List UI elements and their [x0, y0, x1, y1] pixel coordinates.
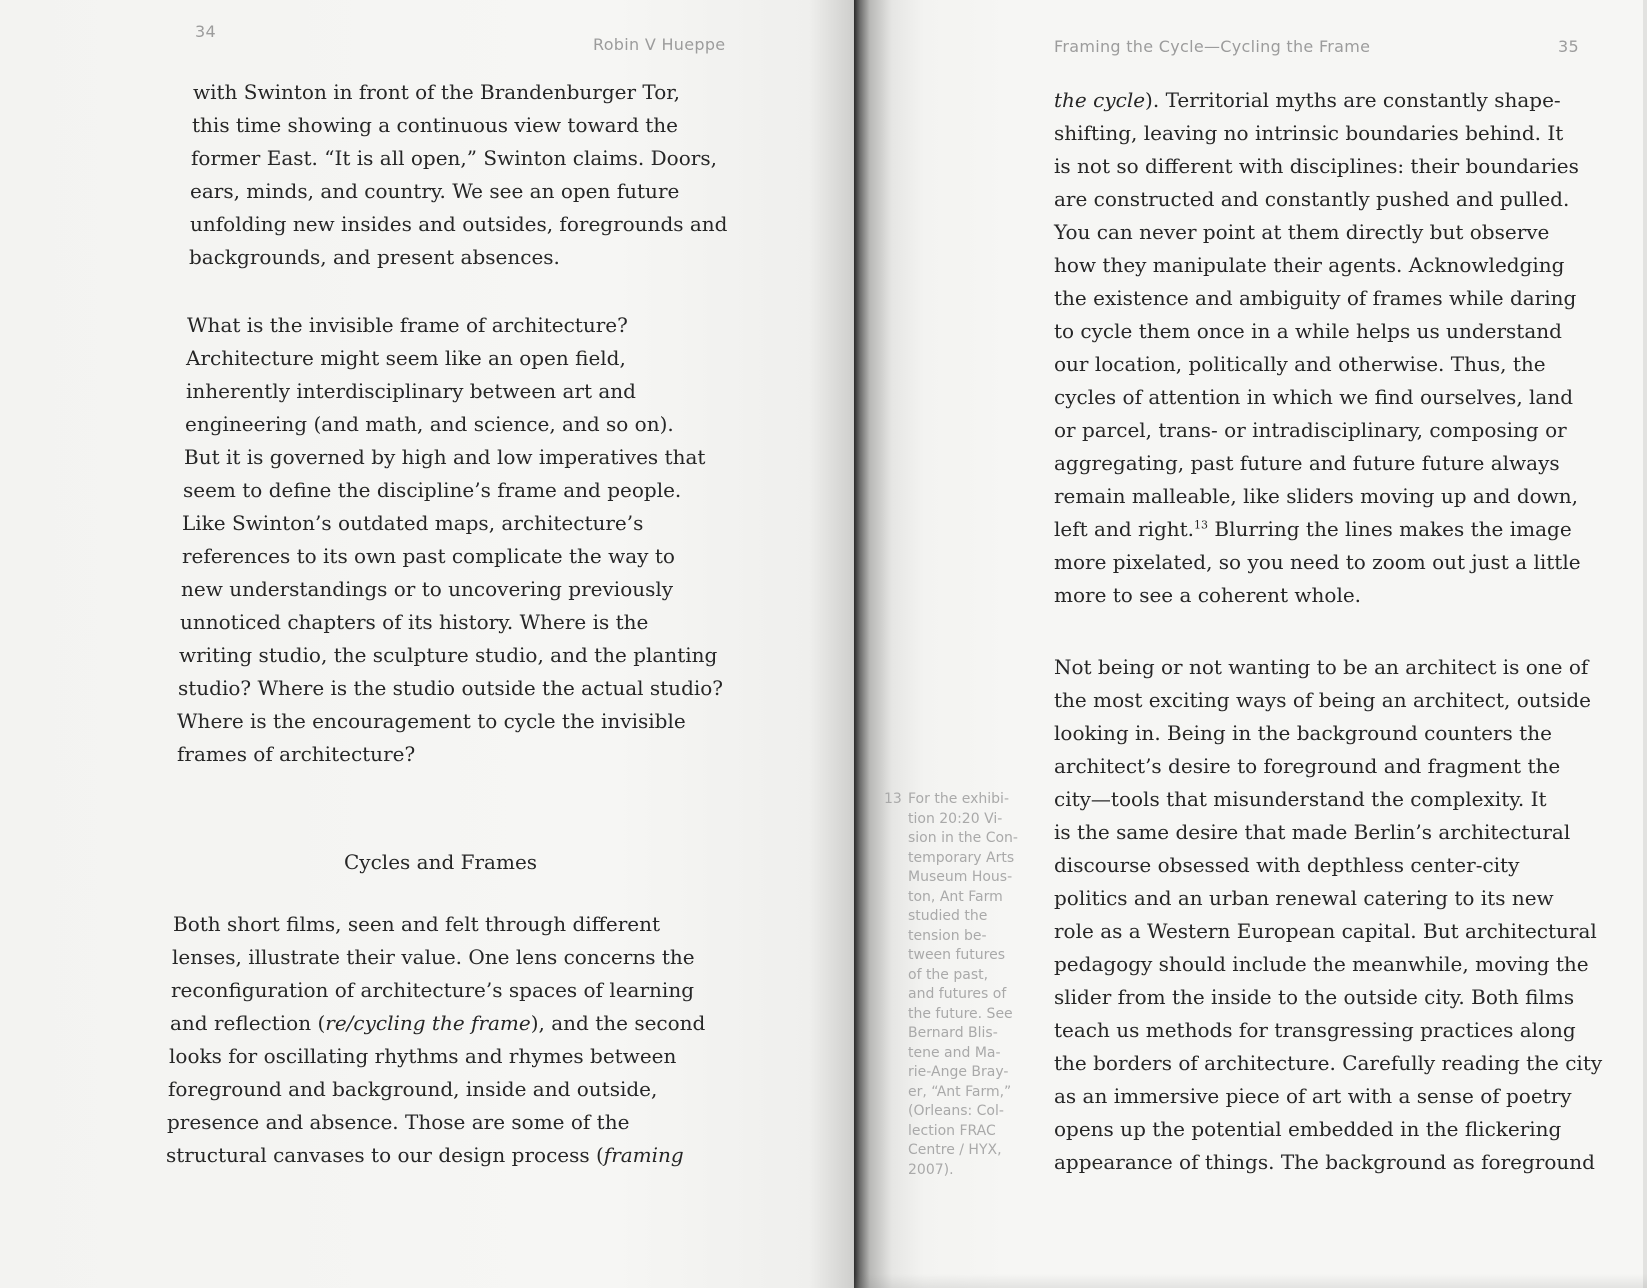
text-line: aggregating, past future and future future always — [1054, 451, 1560, 475]
text-line: former East. “It is all open,” Swinton claims. Doors, — [191, 146, 717, 170]
text-line: lenses, illustrate their value. One lens concerns the — [172, 945, 695, 969]
text-line: engineering (and math, and science, and so on). — [185, 412, 674, 436]
footnote-line: 2007). — [908, 1161, 954, 1178]
text-line: ears, minds, and country. We see an open future — [190, 179, 680, 203]
text-line: our location, politically and otherwise. Thus, the — [1054, 352, 1546, 376]
footnote-line: sion in the Con- — [908, 830, 1018, 846]
footnote-line: the future. See — [908, 1005, 1013, 1022]
footnote-line: tween futures — [908, 947, 1006, 963]
text-line: slider from the inside to the outside city. Both films — [1054, 985, 1575, 1009]
text-line: as an immersive piece of art with a sense of poetry — [1054, 1084, 1572, 1108]
text-line: Like Swinton’s outdated maps, architecture’s — [182, 511, 644, 535]
text-line: the most exciting ways of being an architect, outside — [1054, 688, 1592, 712]
footnote-reference: 13 — [1194, 518, 1209, 532]
footnote-line: tene and Ma- — [908, 1044, 1001, 1061]
text-line: backgrounds, and present absences. — [189, 245, 560, 269]
text-line — [1054, 517, 1572, 541]
text-line: writing studio, the sculpture studio, and the planting — [179, 643, 718, 667]
text-line: to cycle them once in a while helps us understand — [1054, 319, 1562, 343]
text-line: You can never point at them directly but observe — [1054, 220, 1550, 244]
text-line: references to its own past complicate the way to — [182, 544, 675, 568]
text-line: is the same desire that made Berlin’s architectural — [1054, 820, 1571, 844]
text-line: city—tools that misunderstand the complexity. It — [1054, 787, 1547, 811]
text-line: new understandings or to uncovering previously — [181, 577, 674, 601]
text-line: What is the invisible frame of architecture? — [187, 313, 628, 337]
footnote-line: and futures of — [908, 986, 1007, 1002]
text-line: looks for oscillating rhythms and rhymes between — [169, 1044, 677, 1068]
footnote-number: 13 — [884, 791, 902, 807]
page-shadow — [854, 1274, 1647, 1288]
footnote-line: rie-Ange Bray- — [908, 1064, 1009, 1080]
text-line: with Swinton in front of the Brandenburger Tor, — [193, 80, 680, 104]
footnote-text — [908, 790, 1018, 1180]
text-line: more to see a coherent whole. — [1054, 583, 1362, 607]
text-line: Not being or not wanting to be an architect is one of — [1054, 655, 1589, 679]
text-line: frames of architecture? — [177, 742, 416, 766]
text-line: role as a Western European capital. But architectural — [1054, 919, 1597, 943]
text-line: presence and absence. Those are some of the — [167, 1110, 630, 1134]
footnote-line: Centre / HYX, — [908, 1142, 1002, 1158]
text-line: is not so different with disciplines: their boundaries — [1054, 154, 1579, 178]
running-head-left: Robin V Hueppe — [593, 35, 726, 54]
text-line: cycles of attention in which we find ourselves, land — [1054, 385, 1574, 409]
text-line: remain malleable, like sliders moving up and down, — [1054, 484, 1579, 508]
text-line: pedagogy should include the meanwhile, moving the — [1054, 952, 1589, 976]
footnote-line: (Orleans: Col- — [908, 1103, 1004, 1119]
text-line: the borders of architecture. Carefully reading the city — [1054, 1051, 1603, 1075]
text-line — [170, 1011, 705, 1035]
text-line: foreground and background, inside and outside, — [168, 1077, 658, 1101]
footnote-line: Bernard Blis- — [908, 1025, 998, 1041]
footnote-line: temporary Arts — [908, 849, 1015, 866]
text-line: opens up the potential embedded in the flickering — [1054, 1117, 1562, 1141]
text-line: unfolding new insides and outsides, foregrounds and — [190, 212, 728, 236]
footnote-line: Museum Hous- — [908, 869, 1013, 885]
text-line: But it is governed by high and low imperatives that — [184, 445, 706, 469]
text-line — [166, 1143, 684, 1167]
text-line: this time showing a continuous view toward the — [192, 113, 679, 137]
text-line: appearance of things. The background as foreground — [1054, 1150, 1595, 1174]
text-line: how they manipulate their agents. Acknowledging — [1054, 253, 1565, 277]
text-line: Both short films, seen and felt through different — [173, 912, 661, 936]
footnote-line: tension be- — [908, 927, 987, 944]
text-line: are constructed and constantly pushed and pulled. — [1054, 187, 1570, 211]
page-edge — [1643, 0, 1647, 1288]
page-number-left: 34 — [195, 22, 216, 41]
text-line: politics and an urban renewal catering to its new — [1054, 886, 1554, 910]
text-line: architect’s desire to foreground and fragment the — [1054, 754, 1561, 778]
footnote-line: tion 20:20 Vi- — [908, 810, 1003, 827]
page-number-right: 35 — [1558, 37, 1579, 56]
footnote-line: of the past, — [908, 966, 989, 983]
text-span: and reflection ( — [170, 1011, 326, 1035]
text-line: shifting, leaving no intrinsic boundaries behind. It — [1054, 121, 1564, 145]
text-span: left and right. — [1054, 517, 1195, 541]
text-span: ), and the second — [530, 1011, 706, 1035]
text-line: looking in. Being in the background counters the — [1054, 721, 1552, 745]
text-line: teach us methods for transgressing practices along — [1054, 1018, 1576, 1042]
text-line: reconfiguration of architecture’s spaces of learning — [171, 978, 694, 1002]
text-line — [1054, 88, 1561, 112]
text-span: ). Territorial myths are constantly shape- — [1145, 88, 1561, 112]
text-line: more pixelated, so you need to zoom out just a little — [1054, 550, 1581, 574]
footnote-line: For the exhibi- — [908, 791, 1009, 807]
text-span: structural canvases to our design process ( — [166, 1143, 604, 1167]
text-line: Where is the encouragement to cycle the invisible — [177, 709, 686, 733]
footnote-line: ton, Ant Farm — [908, 888, 1003, 905]
italic-title: framing — [603, 1143, 684, 1167]
section-heading: Cycles and Frames — [344, 850, 538, 874]
text-line: inherently interdisciplinary between art and — [186, 379, 636, 403]
italic-title: re/cycling the frame — [325, 1011, 531, 1035]
text-line: unnoticed chapters of its history. Where is the — [180, 610, 649, 634]
footnote-line: er, “Ant Farm,” — [908, 1083, 1012, 1100]
text-line: seem to define the discipline’s frame and people. — [183, 478, 682, 502]
italic-title: the cycle — [1054, 88, 1146, 112]
text-line: or parcel, trans- or intradisciplinary, composing or — [1054, 418, 1567, 442]
text-span: Blurring the lines makes the image — [1208, 517, 1572, 541]
text-line: the existence and ambiguity of frames while daring — [1054, 286, 1577, 310]
footnote-line: studied the — [908, 908, 988, 924]
footnote-line: lection FRAC — [908, 1122, 996, 1139]
text-line: Architecture might seem like an open field, — [186, 346, 626, 370]
running-head-right: Framing the Cycle—Cycling the Frame — [1054, 37, 1371, 56]
text-line: discourse obsessed with depthless center-city — [1054, 853, 1520, 877]
text-line: studio? Where is the studio outside the actual studio? — [178, 676, 724, 700]
